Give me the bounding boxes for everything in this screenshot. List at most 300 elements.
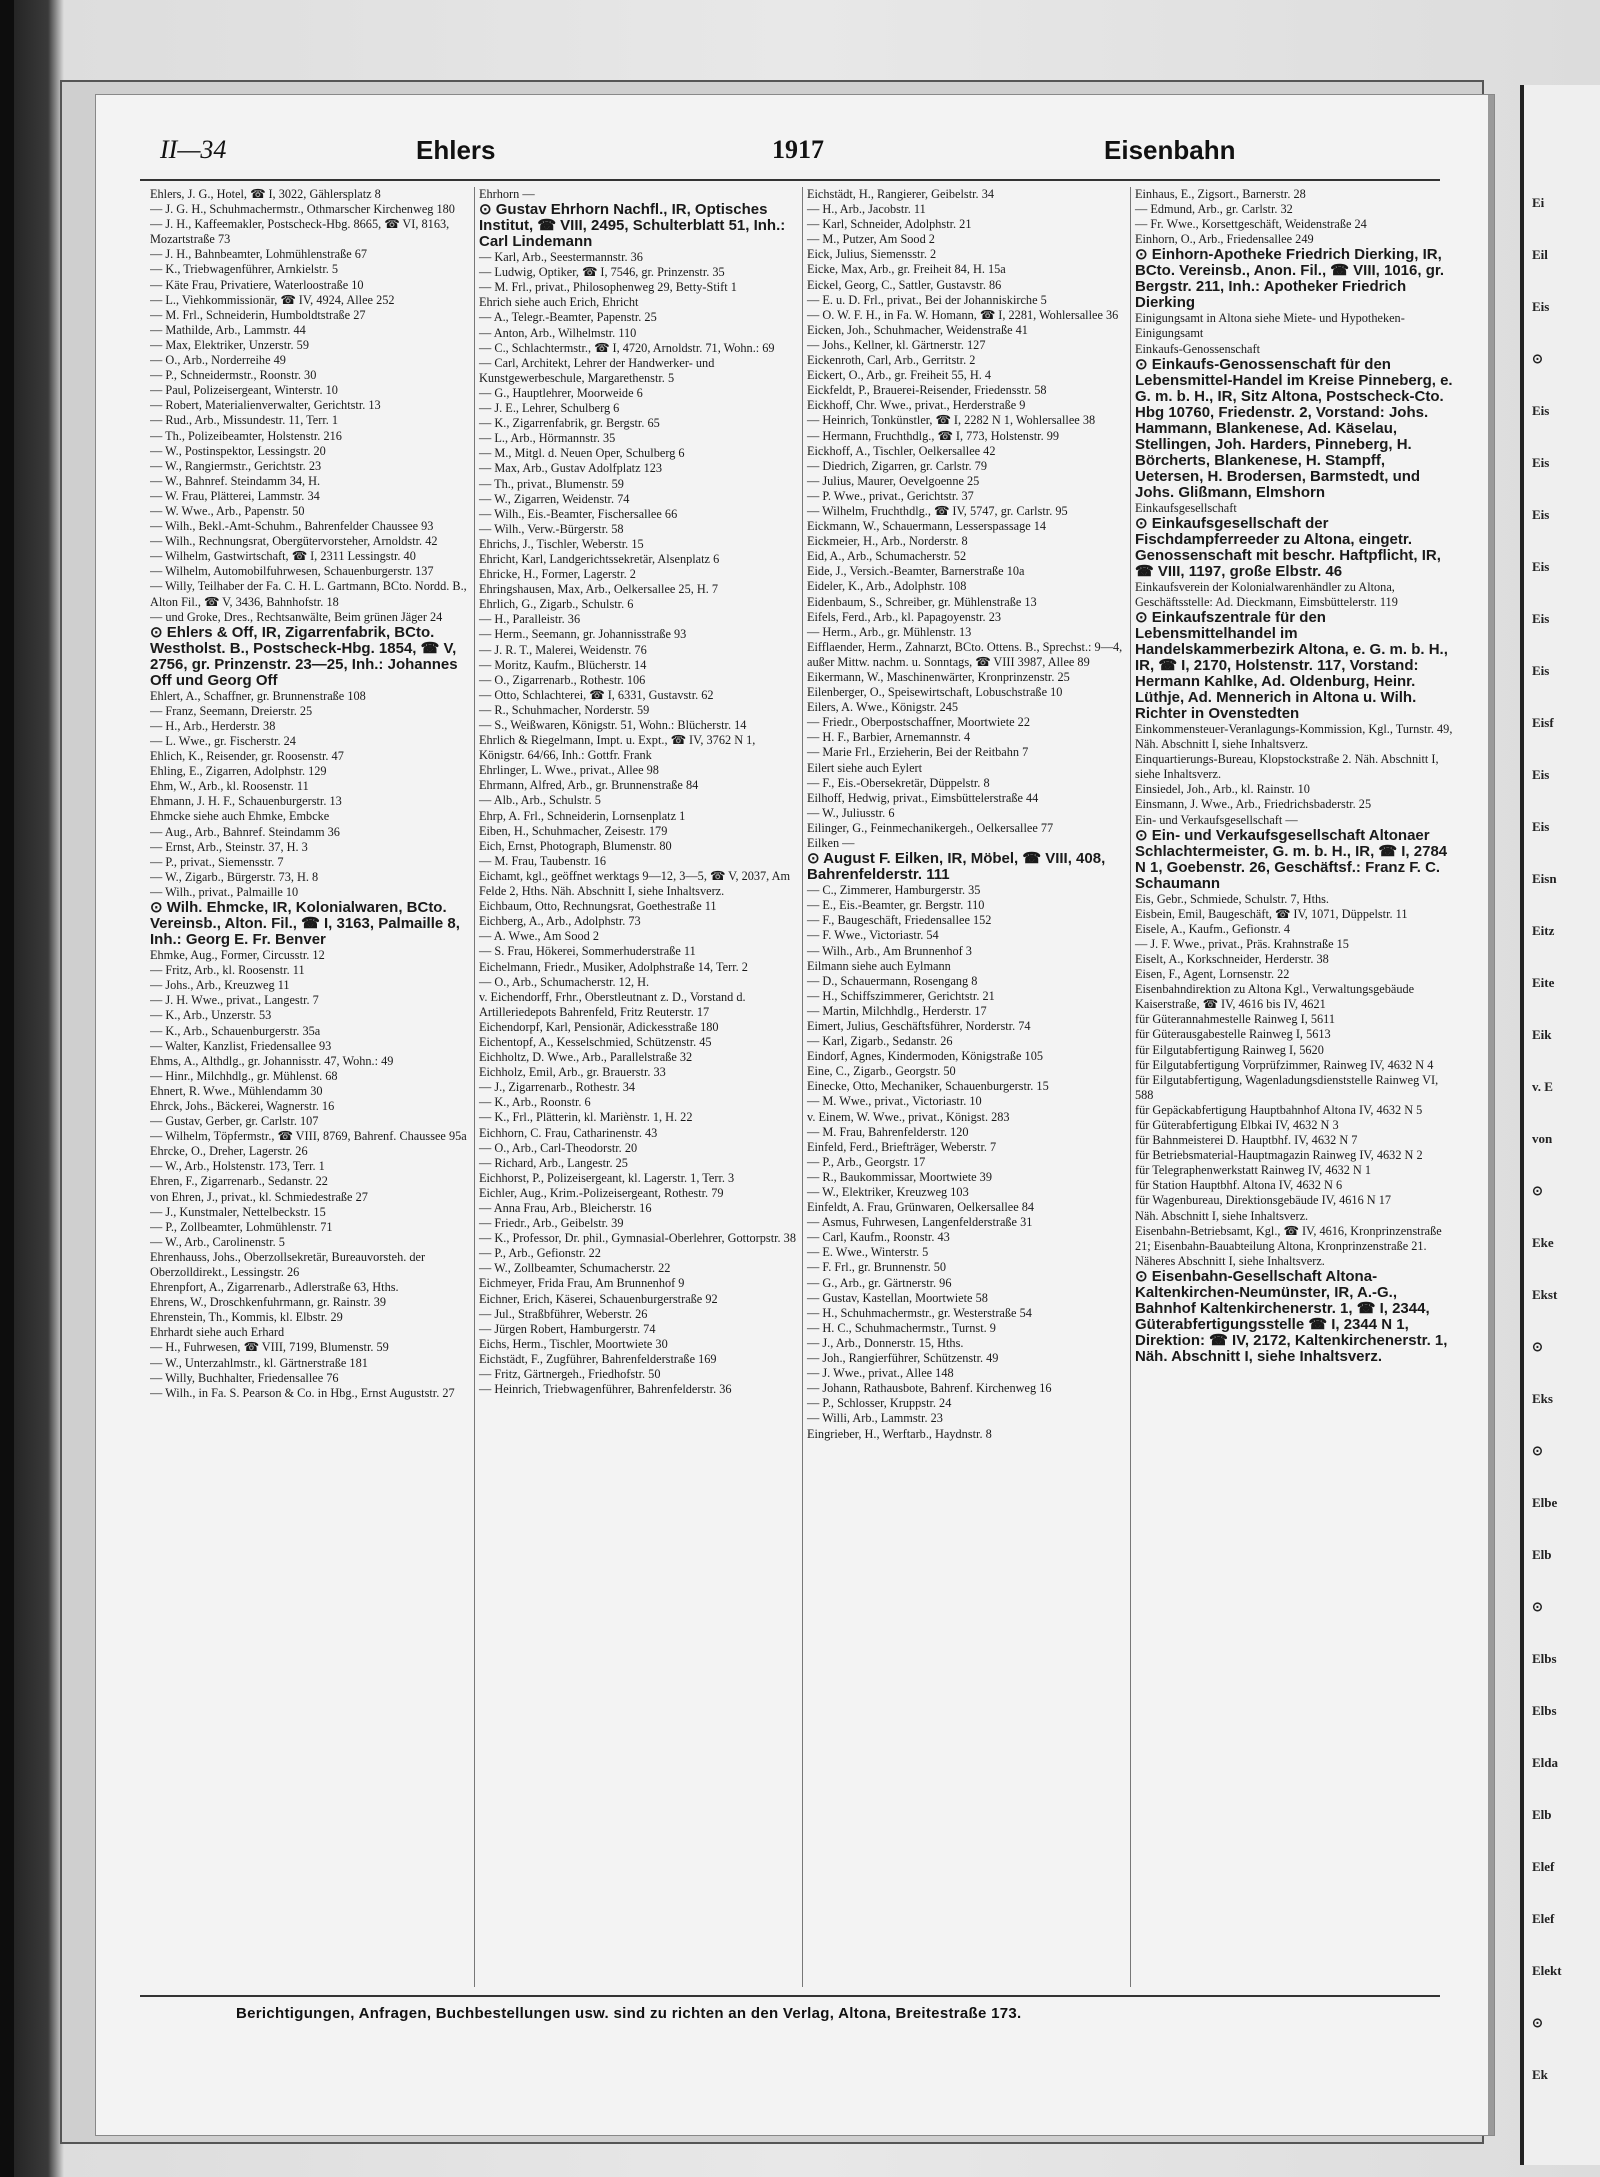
next-page-fragment: Eis [1532, 455, 1550, 470]
directory-entry: für Station Hauptbhf. Altona IV, 4632 N 6 [1135, 1178, 1343, 1193]
directory-entry: Ehmann, J. H. F., Schauenburgerstr. 13 [150, 794, 342, 809]
directory-entry: — O., Arb., Norderreihe 49 [150, 353, 286, 368]
directory-entry: — W., Zollbeamter, Schumacherstr. 22 [479, 1261, 671, 1276]
directory-entry: — Asmus, Fuhrwesen, Langenfelderstraße 31 [807, 1215, 1033, 1230]
directory-entry: — Willi, Arb., Lammstr. 23 [807, 1411, 943, 1426]
directory-entry: Ehrlinger, L. Wwe., privat., Allee 98 [479, 763, 659, 778]
next-page-strip [1520, 85, 1600, 2165]
directory-entry: — R., Schuhmacher, Norderstr. 59 [479, 702, 650, 717]
directory-entry: Eilken — [807, 836, 855, 851]
next-page-fragment: Eis [1532, 507, 1550, 522]
directory-entry: Eindorf, Agnes, Kindermoden, Königstraße 105 [807, 1049, 1043, 1064]
directory-entry: Eickhoff, Chr. Wwe., privat., Herderstraße 9 [807, 398, 1026, 413]
directory-entry: Eichbaum, Otto, Rechnungsrat, Goethestraße 11 [479, 899, 717, 914]
directory-entry: — E., Eis.-Beamter, gr. Bergstr. 110 [807, 898, 985, 913]
directory-entry: Einkaufsverein der Kolonialwarenhändler zu Altona, Geschäftsstelle: Ad. Dieckmann, Eimsbüttelerstr. 119 [1135, 579, 1398, 609]
directory-entry: ⊙ Wilh. Ehmcke, IR, Kolonialwaren, BCto. Vereinsb., Alton. Fil., ☎ I, 3163, Palmaille 8, Inh.: Georg E. Fr. Benver [150, 899, 460, 949]
directory-entry: für Eilgutabfertigung, Wagenladungsdienststelle Rainweg VI, 588 [1135, 1072, 1439, 1102]
directory-entry: v. Einem, W. Wwe., privat., Königst. 283 [807, 1109, 1010, 1124]
directory-entry: Ehrlich, G., Zigarb., Schulstr. 6 [479, 597, 634, 612]
next-page-fragment: Elbe [1532, 1495, 1558, 1510]
directory-entry: Eilhoff, Hedwig, privat., Eimsbüttelerstraße 44 [807, 790, 1039, 805]
next-page-fragment: v. E [1532, 1079, 1553, 1094]
directory-entry: Ehlers, J. G., Hotel, ☎ I, 3022, Gählersplatz 8 [150, 187, 381, 201]
directory-entry: — Hinr., Milchhdlg., gr. Mühlenst. 68 [150, 1068, 338, 1083]
directory-entry: — Fritz, Gärtnergeh., Friedhofstr. 50 [479, 1367, 661, 1382]
directory-entry: Eilmann siehe auch Eylmann [807, 958, 951, 973]
directory-entry: — O. W. F. H., in Fa. W. Homann, ☎ I, 2281, Wohlersallee 36 [807, 307, 1119, 322]
directory-entry: Ehrich siehe auch Erich, Ehricht [479, 295, 639, 310]
directory-entry: Einhorn, O., Arb., Friedensallee 249 [1135, 232, 1314, 247]
directory-entry: Eichstädt, H., Rangierer, Geibelstr. 34 [807, 187, 994, 201]
directory-entry: Eichler, Aug., Krim.-Polizeisergeant, Rothestr. 79 [479, 1185, 724, 1200]
directory-entry: Eickel, Georg, C., Sattler, Gustavstr. 86 [807, 277, 1002, 292]
directory-entry: — Wilhelm, Gastwirtschaft, ☎ I, 2311 Lessingstr. 40 [150, 549, 416, 564]
directory-entry: Eichs, Herm., Tischler, Moortwiete 30 [479, 1336, 668, 1351]
next-page-fragment: Eis [1532, 611, 1550, 626]
directory-entry: — J., Kunstmaler, Nettelbeckstr. 15 [150, 1204, 326, 1219]
directory-entry: Einigungsamt in Altona siehe Miete- und Hypotheken-Einigungsamt [1135, 311, 1405, 341]
directory-entry: — P. Wwe., privat., Gerichtstr. 37 [807, 488, 974, 503]
directory-entry: — Alb., Arb., Schulstr. 5 [479, 793, 601, 808]
directory-entry: — L., Viehkommissionär, ☎ IV, 4924, Allee 252 [150, 292, 395, 307]
directory-entry: v. Eichendorff, Frhr., Oberstleutnant z. D., Vorstand d. Artilleriedepots Bahrenfeld, Fritz Reuterstr. 17 [479, 989, 746, 1019]
directory-entry: — M. Wwe., privat., Victoriastr. 10 [807, 1094, 982, 1109]
directory-entry: Ehrichs, J., Tischler, Weberstr. 15 [479, 536, 644, 551]
directory-entry: — A., Telegr.-Beamter, Papenstr. 25 [479, 310, 657, 325]
directory-entry: — W., Elektriker, Kreuzweg 103 [807, 1185, 969, 1199]
directory-entry: — K., Frl., Plätterin, kl. Mariènstr. 1, H. 22 [479, 1110, 693, 1125]
directory-entry: — Karl, Arb., Seestermannstr. 36 [479, 250, 643, 265]
directory-entry: Ehren, F., Zigarrenarb., Sedanstr. 22 [150, 1174, 328, 1189]
next-page-fragment: Elef [1532, 1911, 1555, 1926]
next-page-fragment: Elda [1532, 1755, 1559, 1770]
directory-entry: — W., Rangiermstr., Gerichtstr. 23 [150, 458, 322, 473]
next-page-fragment: Eite [1532, 975, 1555, 990]
header-year: 1917 [772, 135, 824, 164]
directory-entry: Eisbein, Emil, Baugeschäft, ☎ IV, 1071, Düppelstr. 11 [1135, 906, 1408, 921]
directory-entry: — Wilh., Eis.-Beamter, Fischersallee 66 [479, 506, 678, 521]
directory-entry: — K., Professor, Dr. phil., Gymnasial-Oberlehrer, Gottorpstr. 38 [479, 1231, 796, 1246]
directory-entry: — und Groke, Dres., Rechtsanwälte, Beim grünen Jäger 24 [150, 609, 443, 624]
directory-entry: — R., Baukommissar, Moortwiete 39 [807, 1169, 992, 1184]
directory-entry: ⊙ August F. Eilken, IR, Möbel, ☎ VIII, 408, Bahrenfelderstr. 111 [807, 850, 1106, 884]
next-page-fragment: Eitz [1532, 923, 1555, 938]
directory-entry: — P., privat., Siemensstr. 7 [150, 854, 284, 869]
directory-entry: — F. Frl., gr. Brunnenstr. 50 [807, 1260, 947, 1275]
next-page-fragment: Eke [1532, 1235, 1554, 1250]
directory-entry: — K., Triebwagenführer, Arnkielstr. 5 [150, 262, 339, 277]
directory-entry: — Wilh., Bekl.-Amt-Schuhm., Bahrenfelder Chaussee 93 [150, 519, 434, 534]
directory-entry: — Diedrich, Zigarren, gr. Carlstr. 79 [807, 458, 987, 473]
next-page-fragment: ⊙ [1532, 351, 1543, 366]
next-page-fragment: ⊙ [1532, 2015, 1543, 2030]
directory-entry: Ehrmann, Alfred, Arb., gr. Brunnenstraße 84 [479, 778, 699, 793]
next-page-fragment: Eisf [1532, 715, 1554, 730]
directory-entry: Ehrenhauss, Johs., Oberzollsekretär, Bureauvorsteh. der Oberzolldirekt., Lessingstr. 26 [150, 1249, 426, 1279]
directory-entry: — F., Eis.-Obersekretär, Düppelstr. 8 [807, 775, 990, 790]
directory-entry: für Güterausgabestelle Rainweg I, 5613 [1135, 1027, 1331, 1042]
directory-entry: — Julius, Maurer, Oevelgoenne 25 [807, 473, 980, 488]
directory-entry: Eichentopf, A., Kesselschmied, Schützenstr. 45 [479, 1034, 712, 1049]
next-page-fragment: Ek [1532, 2067, 1548, 2082]
directory-entry: — F. Wwe., Victoriastr. 54 [807, 928, 939, 943]
next-page-fragment: ⊙ [1532, 1599, 1543, 1614]
directory-entry: Einkaufs-Genossenschaft [1135, 341, 1260, 356]
directory-entry: Eichberg, A., Arb., Adolphstr. 73 [479, 914, 641, 929]
directory-entry: — Martin, Milchhdlg., Herderstr. 17 [807, 1003, 987, 1018]
directory-entry: — Th., Polizeibeamter, Holstenstr. 216 [150, 428, 342, 443]
directory-entry: Eilert siehe auch Eylert [807, 760, 923, 775]
directory-entry: — Walter, Kanzlist, Friedensallee 93 [150, 1038, 332, 1053]
directory-entry: Eichner, Erich, Käserei, Schauenburgerstraße 92 [479, 1291, 718, 1306]
directory-entry: — K., Arb., Unzerstr. 53 [150, 1008, 272, 1023]
directory-entry: — W., Zigarren, Weidenstr. 74 [479, 491, 630, 506]
directory-entry: — Jul., Straßbführer, Weberstr. 26 [479, 1306, 648, 1321]
next-page-fragment: Eis [1532, 767, 1550, 782]
directory-entry: Eikermann, W., Maschinenwärter, Kronprinzenstr. 25 [807, 670, 1070, 684]
next-page-fragment: Elbs [1532, 1703, 1557, 1718]
directory-entry: — Richard, Arb., Langestr. 25 [479, 1155, 628, 1170]
directory-entry: Eichholtz, D. Wwe., Arb., Parallelstraße 32 [479, 1050, 693, 1065]
directory-entry: — Heinrich, Triebwagenführer, Bahrenfelderstr. 36 [479, 1382, 732, 1397]
directory-entry: Eisenbahndirektion zu Altona Kgl., Verwaltungsgebäude Kaiserstraße, ☎ IV, 4616 bis IV, 4621 [1135, 982, 1415, 1012]
directory-entry: — J., Zigarrenarb., Rothestr. 34 [479, 1080, 636, 1095]
directory-entry: Ehm, W., Arb., kl. Roosenstr. 11 [150, 779, 309, 794]
next-page-fragment: Eks [1532, 1391, 1553, 1406]
directory-entry: Eickert, O., Arb., gr. Freiheit 55, H. 4 [807, 368, 992, 383]
directory-entry: Einfeld, Ferd., Briefträger, Weberstr. 7 [807, 1139, 997, 1154]
directory-entry: — Jürgen Robert, Hamburgerstr. 74 [479, 1321, 656, 1336]
directory-entry: — M., Putzer, Am Sood 2 [807, 232, 935, 247]
directory-entry: — J. F. Wwe., privat., Präs. Krahnstraße 15 [1135, 936, 1349, 951]
directory-entry: Ehrhorn — [479, 187, 535, 201]
directory-entry: — W., Postinspektor, Lessingstr. 20 [150, 443, 326, 458]
directory-entry: — Willy, Buchhalter, Friedensallee 76 [150, 1370, 339, 1385]
directory-entry: — Moritz, Kaufm., Blücherstr. 14 [479, 657, 647, 672]
directory-entry: — J. E., Lehrer, Schulberg 6 [479, 401, 620, 416]
directory-entry: — O., Zigarrenarb., Rothestr. 106 [479, 672, 646, 687]
next-page-fragment: Eis [1532, 299, 1550, 314]
directory-entry: Eichhorn, C. Frau, Catharinenstr. 43 [479, 1125, 658, 1140]
directory-entry: Eidenbaum, S., Schreiber, gr. Mühlenstraße 13 [807, 594, 1037, 609]
directory-entry: — P., Zollbeamter, Lohmühlenstr. 71 [150, 1219, 333, 1234]
directory-entry: — Anton, Arb., Wilhelmstr. 110 [479, 325, 637, 340]
directory-entry: von Ehren, J., privat., kl. Schmiedestraße 27 [150, 1189, 368, 1204]
next-page-fragment: Elekt [1532, 1963, 1562, 1978]
directory-entry: Eichmeyer, Frida Frau, Am Brunnenhof 9 [479, 1276, 685, 1291]
directory-entry: — L. Wwe., gr. Fischerstr. 24 [150, 734, 296, 748]
directory-entry: Ehrck, Johs., Bäckerei, Wagnerstr. 16 [150, 1098, 335, 1113]
directory-entry: — F., Baugeschäft, Friedensallee 152 [807, 913, 992, 928]
directory-entry: Ehling, E., Zigarren, Adolphstr. 129 [150, 764, 327, 779]
directory-entry: Eichhorst, P., Polizeisergeant, kl. Lagerstr. 1, Terr. 3 [479, 1170, 735, 1185]
directory-entry: für Gepäckabfertigung Hauptbahnhof Altona IV, 4632 N 5 [1135, 1102, 1423, 1117]
directory-entry: Eichstädt, F., Zugführer, Bahrenfelderstraße 169 [479, 1351, 717, 1366]
directory-entry: für Güterabfertigung Elbkai IV, 4632 N 3 [1135, 1118, 1339, 1132]
directory-entry: — Johann, Rathausbote, Bahrenf. Kirchenweg 16 [807, 1381, 1052, 1396]
directory-entry: Eifels, Ferd., Arb., kl. Papagoyenstr. 23 [807, 609, 1001, 624]
directory-entry: Ehnert, R. Wwe., Mühlendamm 30 [150, 1083, 323, 1098]
directory-entry: Einsmann, J. Wwe., Arb., Friedrichsbaderstr. 25 [1135, 797, 1372, 812]
header-keyword-right: Eisenbahn [1104, 135, 1236, 165]
directory-entry: — Mathilde, Arb., Lammstr. 44 [150, 322, 306, 337]
directory-entry: Einecke, Otto, Mechaniker, Schauenburgerstr. 15 [807, 1079, 1049, 1094]
directory-entry: Eiben, H., Schuhmacher, Zeisestr. 179 [479, 823, 668, 838]
directory-entry: Eine, C., Zigarb., Georgstr. 50 [807, 1064, 956, 1079]
next-page-fragment: ⊙ [1532, 1339, 1543, 1354]
directory-entry: ⊙ Einkaufs-Genossenschaft für den Lebensmittel-Handel im Kreise Pinneberg, e. G. m. b. H., IR, Sitz Altona, Postscheck-Cto. Hbg 10760, Friedenstr. 2, Vorstand: Johs. Hammann, Blankenese, Ad. Käselau, Stellingen, Joh. Harders, Pinneberg, H. Börcherts, Blankenese, H. Stampff, Uetersen, H. Brodersen, Barmstedt, und Johs. Glißmann, Elmshorn [1135, 355, 1453, 501]
directory-entry: — W., Zigarb., Bürgerstr. 73, H. 8 [150, 869, 319, 884]
directory-entry: — Anna Frau, Arb., Bleicherstr. 16 [479, 1201, 652, 1215]
directory-entry: Einkaufsgesellschaft [1135, 500, 1237, 515]
directory-entry: — M. Frl., Schneiderin, Humboldtstraße 27 [150, 307, 366, 322]
directory-entry: — Ludwig, Optiker, ☎ I, 7546, gr. Prinzenstr. 35 [479, 265, 725, 280]
directory-entry: — Wilh., privat., Palmaille 10 [150, 884, 299, 899]
directory-entry: Einsiedel, Joh., Arb., kl. Rainstr. 10 [1135, 782, 1310, 797]
directory-entry: — H., Paralleistr. 36 [479, 612, 581, 627]
directory-entry: — Wilhelm, Töpfermstr., ☎ VIII, 8769, Bahrenf. Chaussee 95a [150, 1129, 467, 1144]
directory-entry: Eide, J., Versich.-Beamter, Barnerstraße 10a [807, 564, 1025, 579]
directory-entry: ⊙ Eisenbahn-Gesellschaft Altona-Kaltenkirchen-Neumünster, IR, A.-G., Bahnhof Kaltenkirchenerstr. 1, ☎ I, 2344, Güterabfertigungsstelle ☎ I, 2344 N 1, Direktion: ☎ IV, 2172, Kaltenkirchenerstr. 1, Näh. Abschnitt I, siehe Inhaltsverz. [1135, 1267, 1448, 1365]
directory-entry: Eich, Ernst, Photograph, Blumenstr. 80 [479, 838, 672, 853]
directory-entry: — P., Arb., Gefionstr. 22 [479, 1246, 601, 1261]
next-page-fragment: Ekst [1532, 1287, 1558, 1302]
directory-entry: — Friedr., Arb., Geibelstr. 39 [479, 1216, 624, 1231]
next-page-fragment: Eik [1532, 1027, 1552, 1042]
directory-entry: Eickhoff, A., Tischler, Oelkersallee 42 [807, 443, 996, 458]
next-page-fragment: Eisn [1532, 871, 1557, 886]
directory-entry: Eicke, Max, Arb., gr. Freiheit 84, H. 15a [807, 262, 1006, 277]
directory-entry: Eickenroth, Carl, Arb., Gerritstr. 2 [807, 353, 976, 368]
directory-entry: ⊙ Einhorn-Apotheke Friedrich Dierking, IR, BCto. Vereinsb., Anon. Fil., ☎ VIII, 1016, gr. Bergstr. 211, Inh.: Apotheker Friedrich Dierking [1135, 246, 1445, 312]
directory-entry: — J., Arb., Donnerstr. 15, Hths. [807, 1335, 964, 1350]
directory-entry: — K., Zigarrenfabrik, gr. Bergstr. 65 [479, 416, 660, 431]
directory-entry: — W., Arb., Holstenstr. 173, Terr. 1 [150, 1159, 325, 1174]
next-page-fragment: Eis [1532, 559, 1550, 574]
directory-entry: — Carl, Architekt, Lehrer der Handwerker- und Kunstgewerbeschule, Margarethenstr. 5 [479, 355, 715, 385]
directory-entry: Eickfeldt, P., Brauerei-Reisender, Friedensstr. 58 [807, 383, 1047, 398]
directory-entry: — Th., privat., Blumenstr. 59 [479, 476, 624, 491]
directory-columns [150, 187, 1453, 1987]
directory-entry: — A. Wwe., Am Sood 2 [479, 929, 600, 944]
directory-entry: Ehrlich & Riegelmann, Impt. u. Expt., ☎ IV, 3762 N 1, Königstr. 64/66, Inh.: Gottfr. Frank [479, 733, 756, 763]
directory-entry: Eickmeier, H., Arb., Norderstr. 8 [807, 534, 968, 549]
directory-entry: — S., Weißwaren, Königstr. 51, Wohn.: Blücherstr. 14 [479, 718, 747, 732]
directory-entry: ⊙ Ein- und Verkaufsgesellschaft Altonaer Schlachtermeister, G. m. b. H., IR, ☎ I, 2784 N 1, Goebenstr. 26, Geschäftsf.: Franz F. C. Schaumann [1135, 826, 1448, 892]
directory-entry: Eid, A., Arb., Schumacherstr. 52 [807, 549, 967, 564]
next-page-fragment: Elb [1532, 1807, 1552, 1822]
column-3 [802, 187, 1125, 1987]
directory-entry: — Max, Elektriker, Unzerstr. 59 [150, 337, 309, 352]
scan-left-edge [0, 0, 14, 2177]
directory-entry: — H., Arb., Jacobstr. 11 [807, 202, 926, 217]
directory-entry: — K., Arb., Roonstr. 6 [479, 1095, 591, 1110]
directory-entry: — Max, Arb., Gustav Adolfplatz 123 [479, 461, 663, 476]
directory-entry: — J. H., Bahnbeamter, Lohmühlenstraße 67 [150, 247, 368, 262]
directory-entry: — W., Juliusstr. 6 [807, 805, 895, 820]
next-page-fragment: Eil [1532, 247, 1548, 262]
directory-entry: — Joh., Rangierführer, Schützenstr. 49 [807, 1351, 999, 1366]
directory-entry: — Wilh., Rechnungsrat, Obergütervorsteher, Arnoldstr. 42 [150, 534, 438, 549]
next-page-fragment: Elb [1532, 1547, 1552, 1562]
directory-entry: — S. Frau, Hökerei, Sommerhuderstraße 11 [479, 944, 696, 959]
next-page-fragment: ⊙ [1532, 1183, 1543, 1198]
directory-entry: Einquartierungs-Bureau, Klopstockstraße 2. Näh. Abschnitt I, siehe Inhaltsverz. [1135, 752, 1439, 782]
directory-entry: Eideler, K., Arb., Adolphstr. 108 [807, 579, 967, 594]
footer-rule [140, 1995, 1440, 1997]
page-number: II—34 [160, 135, 227, 164]
directory-entry: ⊙ Gustav Ehrhorn Nachfl., IR, Optisches Institut, ☎ VIII, 2495, Schulterblatt 51, Inh.: Carl Lindemann [479, 201, 786, 251]
directory-entry: — Herm., Seemann, gr. Johannisstraße 93 [479, 627, 687, 642]
directory-entry: — Fritz, Arb., kl. Roosenstr. 11 [150, 963, 305, 978]
directory-entry: Eis, Gebr., Schmiede, Schulstr. 7, Hths. [1135, 891, 1330, 906]
directory-entry: — Wilh., Verw.-Bürgerstr. 58 [479, 521, 624, 536]
directory-entry: — E. Wwe., Winterstr. 5 [807, 1245, 929, 1260]
directory-entry: Eilenberger, O., Speisewirtschaft, Lobuschstraße 10 [807, 685, 1063, 700]
directory-entry: Eick, Julius, Siemensstr. 2 [807, 247, 937, 262]
column-4 [1130, 187, 1453, 1987]
directory-entry: — Fr. Wwe., Korsettgeschäft, Weidenstraße 24 [1135, 217, 1367, 232]
directory-entry: — J. H., Kaffeemakler, Postscheck-Hbg. 8665, ☎ VI, 8163, Mozartstraße 73 [150, 217, 450, 247]
directory-entry: — M. Frau, Bahrenfelderstr. 120 [807, 1124, 969, 1139]
directory-entry: — Johs., Kellner, kl. Gärtnerstr. 127 [807, 337, 986, 352]
directory-entry: für Betriebsmaterial-Hauptmagazin Rainweg IV, 4632 N 2 [1135, 1148, 1423, 1163]
directory-entry: Eingrieber, H., Werftarb., Haydnstr. 8 [807, 1426, 992, 1441]
directory-entry: — G., Arb., gr. Gärtnerstr. 96 [807, 1275, 952, 1290]
directory-entry: — G., Hauptlehrer, Moorweide 6 [479, 385, 643, 400]
directory-entry: — H., Schiffszimmerer, Gerichtstr. 21 [807, 988, 995, 1003]
directory-entry: — H., Fuhrwesen, ☎ VIII, 7199, Blumenstr. 59 [150, 1340, 389, 1355]
directory-entry: — M. Frl., privat., Philosophenweg 29, Betty-Stift 1 [479, 280, 737, 295]
directory-entry: — Paul, Polizeisergeant, Winterstr. 10 [150, 383, 338, 398]
directory-entry: Eichendorpf, Karl, Pensionär, Adickesstraße 180 [479, 1019, 719, 1034]
directory-entry: — Robert, Materialienverwalter, Gerichtstr. 13 [150, 398, 381, 413]
next-page-fragment: Eis [1532, 819, 1550, 834]
directory-entry: für Eilgutabfertigung Vorprüfzimmer, Rainweg IV, 4632 N 4 [1135, 1057, 1434, 1072]
directory-entry: Einfeldt, A. Frau, Grünwaren, Oelkersallee 84 [807, 1200, 1035, 1215]
directory-entry: für Bahnmeisterei D. Hauptbhf. IV, 4632 N 7 [1135, 1133, 1358, 1148]
directory-entry: Ehmcke siehe auch Ehmke, Embcke [150, 809, 330, 824]
next-page-fragment: Elef [1532, 1859, 1555, 1874]
directory-entry: Ehrenpfort, A., Zigarrenarb., Adlerstraße 63, Hths. [150, 1280, 399, 1295]
directory-entry: ⊙ Einkaufszentrale für den Lebensmittelhandel im Handelskammerbezirk Altona, e. G. m. b. H., IR, ☎ I, 2170, Holstenstr. 117, Vorstand: Hermann Kahlke, Ad. Oldenburg, Heinr. Lüthje, Ad. Mennerich in Altona u. Wilh. Richter in Ovenstedten [1135, 608, 1448, 722]
directory-entry: — W., Bahnref. Steindamm 34, H. [150, 473, 321, 488]
directory-entry: Eichamt, kgl., geöffnet werktags 9—12, 3—5, ☎ V, 2037, Am Felde 2, Hths. Näh. Abschnitt I, siehe Inhaltsverz. [479, 868, 791, 899]
directory-entry: Einhaus, E., Zigsort., Barnerstr. 28 [1135, 187, 1306, 201]
directory-entry: Ehrcke, O., Dreher, Lagerstr. 26 [150, 1144, 308, 1159]
directory-entry: Ein- und Verkaufsgesellschaft — [1135, 812, 1298, 827]
directory-entry: — J. R. T., Malerei, Weidenstr. 76 [479, 642, 647, 657]
directory-entry: Ehricke, H., Former, Lagerstr. 2 [479, 567, 636, 582]
next-page-fragment: Eis [1532, 663, 1550, 678]
directory-entry: Ehringshausen, Max, Arb., Oelkersallee 25, H. 7 [479, 582, 719, 597]
directory-entry: Eilinger, G., Feinmechanikergeh., Oelkersallee 77 [807, 820, 1054, 835]
directory-entry: — Hermann, Fruchthdlg., ☎ I, 773, Holstenstr. 99 [807, 428, 1060, 443]
directory-entry: — H., Schuhmachermstr., gr. Westerstraße 54 [807, 1305, 1032, 1320]
directory-entry: Ehmke, Aug., Former, Circusstr. 12 [150, 948, 325, 963]
directory-entry: — W. Wwe., Arb., Papenstr. 50 [150, 503, 305, 518]
directory-entry: ⊙ Ehlers & Off, IR, Zigarrenfabrik, BCto. Westholst. B., Postscheck-Hbg. 1854, ☎ V, 2756, gr. Prinzenstr. 23—25, Inh.: Johannes Off und Georg Off [150, 623, 458, 689]
directory-entry: Eisele, A., Kaufm., Gefionstr. 4 [1135, 921, 1291, 936]
directory-entry: Eicken, Joh., Schuhmacher, Weidenstraße 41 [807, 322, 1028, 337]
directory-entry: — C., Schlachtermstr., ☎ I, 4720, Arnoldstr. 71, Wohn.: 69 [479, 340, 775, 355]
directory-entry: — Wilh., in Fa. S. Pearson & Co. in Hbg., Ernst Auguststr. 27 [150, 1385, 455, 1400]
next-page-fragment: Eis [1532, 403, 1550, 418]
directory-entry: — P., Schlosser, Kruppstr. 24 [807, 1396, 952, 1411]
directory-entry: Eickmann, W., Schauermann, Lesserspassage 14 [807, 519, 1047, 534]
directory-entry: Ehricht, Karl, Landgerichtssekretär, Alsenplatz 6 [479, 551, 720, 566]
directory-entry: — Marie Frl., Erzieherin, Bei der Reitbahn 7 [807, 745, 1029, 760]
directory-entry: — J. Wwe., privat., Allee 148 [807, 1366, 954, 1381]
directory-page [96, 95, 1494, 2135]
directory-entry: — Otto, Schlachterei, ☎ I, 6331, Gustavstr. 62 [479, 687, 714, 702]
directory-entry: Ehms, A., Althdlg., gr. Johannisstr. 47, Wohn.: 49 [150, 1053, 394, 1068]
directory-entry: — W., Unterzahlmstr., kl. Gärtnerstraße 181 [150, 1355, 368, 1370]
directory-entry: — H., Arb., Herderstr. 38 [150, 718, 276, 733]
directory-entry: — J. G. H., Schuhmachermstr., Othmarscher Kirchenweg 180 [150, 202, 455, 217]
directory-entry: — Gustav, Gerber, gr. Carlstr. 107 [150, 1114, 319, 1129]
directory-entry: Eisen, F., Agent, Lornsenstr. 22 [1135, 967, 1290, 982]
next-page-fragment: Ei [1532, 195, 1545, 210]
directory-entry: — Franz, Seemann, Dreierstr. 25 [150, 703, 313, 718]
directory-entry: — D., Schauermann, Rosengang 8 [807, 973, 978, 988]
directory-entry: — Käte Frau, Privatiere, Waterloostraße 10 [150, 277, 364, 292]
directory-entry: — J. H. Wwe., privat., Langestr. 7 [150, 993, 319, 1008]
next-page-fragment: Elbs [1532, 1651, 1557, 1666]
directory-entry: Einkommensteuer-Veranlagungs-Kommission, Kgl., Turnstr. 49, Näh. Abschnitt I, siehe Inhaltsverz. [1135, 721, 1453, 752]
directory-entry: Eilers, A. Wwe., Königstr. 245 [807, 700, 959, 715]
directory-entry: — O., Arb., Carl-Theodorstr. 20 [479, 1140, 638, 1155]
next-page-fragment: von [1532, 1131, 1553, 1146]
directory-entry: — Karl, Zigarb., Sedanstr. 26 [807, 1034, 953, 1049]
directory-entry: ⊙ Einkaufsgesellschaft der Fischdampferreeder zu Altona, eingetr. Genossenschaft mit beschr. Haftpflicht, IR, ☎ VIII, 1197, große Elbstr. 46 [1135, 514, 1441, 580]
directory-entry: Eiselt, A., Korkschneider, Herderstr. 38 [1135, 951, 1329, 966]
directory-entry: — Gustav, Kastellan, Moortwiete 58 [807, 1290, 988, 1305]
directory-entry: Ehrhardt siehe auch Erhard [150, 1325, 285, 1340]
directory-entry: — Johs., Arb., Kreuzweg 11 [150, 978, 290, 993]
directory-entry: — L., Arb., Hörmannstr. 35 [479, 431, 616, 446]
directory-entry: Ehrp, A. Frl., Schneiderin, Lornsenplatz 1 [479, 808, 686, 823]
directory-entry: — Karl, Schneider, Adolphstr. 21 [807, 217, 972, 232]
directory-entry: — Wilhelm, Automobilfuhrwesen, Schauenburgerstr. 137 [150, 564, 434, 579]
directory-entry: Eifflaender, Herm., Zahnarzt, BCto. Ottens. B., Sprechst.: 9—4, außer Mittw. nachm. u. Sonntags, ☎ VIII 3987, Allee 89 [807, 639, 1123, 669]
directory-entry: Ehrens, W., Droschkenfuhrmann, gr. Rainstr. 39 [150, 1295, 386, 1310]
directory-entry: Näh. Abschnitt I, siehe Inhaltsverz. [1135, 1208, 1309, 1223]
directory-entry: — H. C., Schuhmachermstr., Turnst. 9 [807, 1320, 996, 1335]
column-1 [150, 187, 468, 1987]
page-header [96, 95, 1488, 165]
directory-entry: Eichelmann, Friedr., Musiker, Adolphstraße 14, Terr. 2 [479, 959, 748, 974]
header-keyword-left: Ehlers [416, 135, 496, 165]
directory-entry: — Aug., Arb., Bahnref. Steindamm 36 [150, 824, 340, 839]
directory-entry: — M., Mitgl. d. Neuen Oper, Schulberg 6 [479, 446, 685, 461]
directory-entry: — Carl, Kaufm., Roonstr. 43 [807, 1230, 950, 1245]
directory-entry: — E. u. D. Frl., privat., Bei der Johanniskirche 5 [807, 292, 1047, 307]
publisher-notice: Berichtigungen, Anfragen, Buchbestellungen usw. sind zu richten an den Verlag, Altona, Breitestraße 173. [236, 2005, 1022, 2022]
directory-entry: — K., Arb., Schauenburgerstr. 35a [150, 1023, 321, 1038]
directory-entry: Ehrenstein, Th., Kommis, kl. Elbstr. 29 [150, 1310, 343, 1325]
directory-entry: Ehlich, K., Reisender, gr. Roosenstr. 47 [150, 749, 344, 764]
directory-entry: — Heinrich, Tonkünstler, ☎ I, 2282 N 1, Wohlersallee 38 [807, 413, 1096, 428]
directory-entry: — C., Zimmerer, Hamburgerstr. 35 [807, 883, 981, 898]
directory-entry: — H. F., Barbier, Arnemannstr. 4 [807, 730, 971, 745]
directory-entry: — Herm., Arb., gr. Mühlenstr. 13 [807, 624, 972, 639]
directory-entry: Eimert, Julius, Geschäftsführer, Norderstr. 74 [807, 1018, 1031, 1033]
directory-entry: für Wagenbureau, Direktionsgebäude IV, 4616 N 17 [1135, 1193, 1392, 1208]
directory-entry: — O., Arb., Schumacherstr. 12, H. [479, 974, 650, 989]
directory-entry: für Eilgutabfertigung Rainweg I, 5620 [1135, 1042, 1324, 1057]
